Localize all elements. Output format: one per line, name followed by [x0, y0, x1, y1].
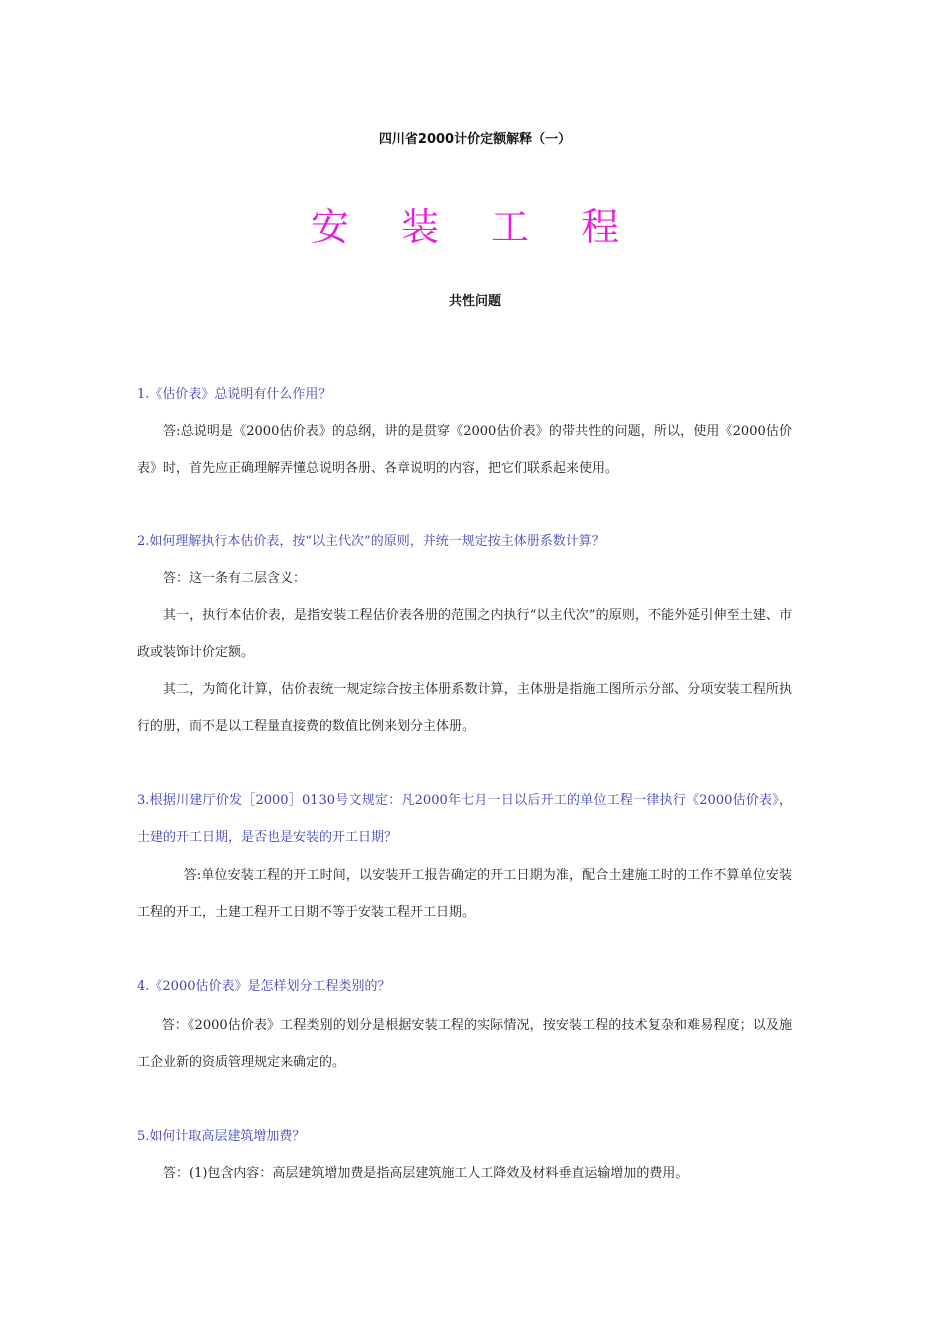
- question-1: 1.《估价表》总说明有什么作用？: [137, 387, 332, 402]
- document-header-title: 四川省2000计价定额解释（一）: [378, 132, 572, 147]
- question-3: 3.根据川建厅价发［2000］0130号文规定：凡2000年七月一日以后开工的单位工程一律执行《2000估价表》，土建的开工日期，是否也是安装的开工日期？: [137, 793, 792, 845]
- answer-5-paragraph-1: 答：(1)包含内容：高层建筑增加费是指高层建筑施工人工降效及材料垂直运输增加的费用。: [163, 1166, 689, 1181]
- answer-2-paragraph-1: 答：这一条有二层含义：: [163, 571, 307, 586]
- answer-1-paragraph-1: 答:总说明是《2000估价表》的总纲，讲的是贯穿《2000估价表》的带共性的问题，所以，使用《2000估价表》时，首先应正确理解弄懂总说明各册、各章说明的内容，把它们联系起来使用。: [137, 424, 792, 476]
- answer-3-paragraph-1: 答:单位安装工程的开工时间，以安装开工报告确定的开工日期为准，配合土建施工时的工作不算单位安装工程的开工，土建工程开工日期不等于安装工程开工日期。: [137, 868, 792, 920]
- answer-2-paragraph-3: 其二，为简化计算，估价表统一规定综合按主体册系数计算，主体册是指施工图所示分部、分项安装工程所执行的册，而不是以工程量直接费的数值比例来划分主体册。: [137, 682, 792, 734]
- section-title: 共性问题: [448, 294, 501, 309]
- answer-2-paragraph-2: 其一，执行本估价表，是指安装工程估价表各册的范围之内执行“以主代次”的原则，不能外延引伸至土建、市政或装饰计价定额。: [137, 608, 792, 660]
- document-main-title: 安 装 工 程: [310, 205, 640, 249]
- question-5: 5.如何计取高层建筑增加费？: [137, 1129, 306, 1144]
- question-4: 4.《2000估价表》是怎样划分工程类别的？: [137, 979, 391, 994]
- answer-4-paragraph-1: 答：《2000估价表》工程类别的划分是根据安装工程的实际情况，按安装工程的技术复杂和难易程度；以及施工企业新的资质管理规定来确定的。: [137, 1018, 792, 1070]
- question-2: 2.如何理解执行本估价表，按“以主代次”的原则，并统一规定按主体册系数计算？: [137, 534, 605, 549]
